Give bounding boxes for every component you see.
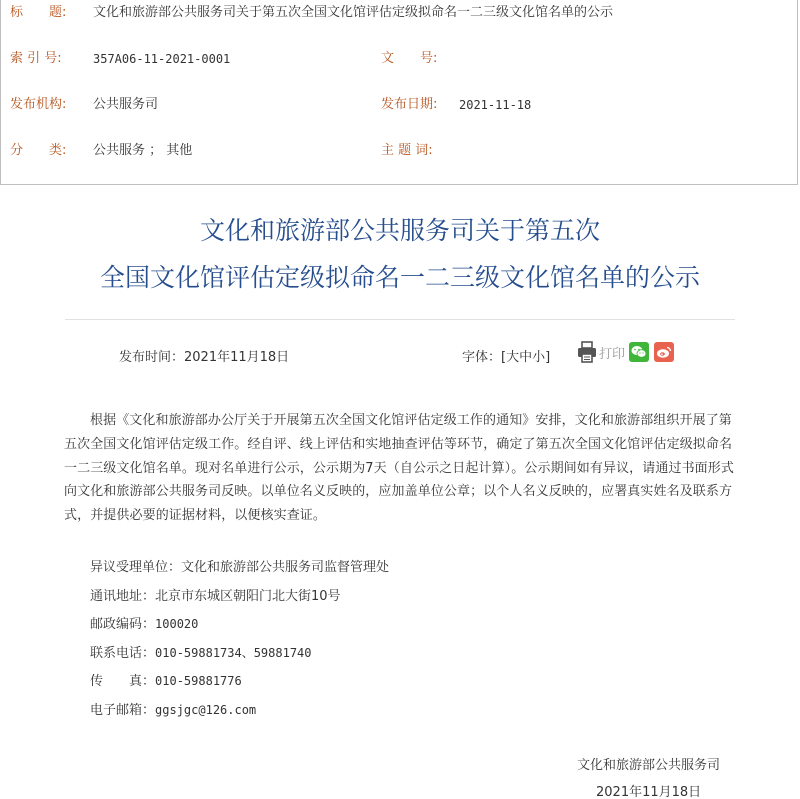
weibo-icon (656, 345, 672, 359)
font-size-medium-link[interactable]: 中 (519, 350, 533, 365)
phone-value: 010-59881734、59881740 (155, 646, 312, 660)
postcode-value: 100020 (155, 617, 199, 631)
meta-value-category: 公共服务 ； 其他 (93, 143, 193, 158)
body-paragraph: 根据《文化和旅游部办公厅关于开展第五次全国文化馆评估定级工作的通知》安排，文化和旅游部组织开展了第五次全国文化馆评估定级工作。经自评、线上评估和实地抽查评估等环节，确定了第五次全国文化馆评估定级拟命名一二三级文化馆名单。现对名单进行公示，公示期为7天（自公示之日起计算）。公示期间如有异议，请通过书面形式向文化和旅游部公共服务司反映。以单位名义反映的，应加盖单位公章；以个人名义反映的，应署真实姓名及联系方式，并提供必要的证据材料，以便核实查证。 (64, 413, 734, 524)
document-meta-box (0, 0, 798, 185)
contact-address: 通讯地址：北京市东城区朝阳门北大街10号 (90, 589, 341, 604)
font-size-switcher (462, 346, 550, 365)
contact-postcode-row (90, 613, 198, 632)
font-size-label: 字体： (462, 350, 502, 365)
phone-label: 联系电话： (90, 646, 156, 661)
print-label[interactable]: 打印 (599, 346, 626, 362)
font-size-small-link[interactable]: 小 (532, 350, 546, 365)
postcode-label: 邮政编码： (90, 617, 156, 632)
meta-label-index: 索 引 号: (10, 51, 62, 66)
font-size-bracket-open: [ (501, 350, 507, 365)
meta-label-category: 分 类: (10, 143, 67, 158)
publish-time: 发布时间：2021年11月18日 (119, 350, 290, 365)
meta-value-date: 2021-11-18 (459, 98, 532, 112)
meta-value-index: 357A06-11-2021-0001 (93, 52, 231, 66)
fax-value: 010-59881776 (155, 674, 242, 688)
fax-label: 传 真： (90, 674, 156, 689)
meta-label-docno: 文 号: (381, 51, 438, 66)
wechat-share-button[interactable] (629, 342, 649, 362)
print-button[interactable] (577, 341, 625, 363)
contact-fax-row (90, 670, 242, 689)
article-title-line1: 文化和旅游部公共服务司关于第五次 (199, 216, 600, 245)
meta-value-title: 文化和旅游部公共服务司关于第五次全国文化馆评估定级拟命名一二三级文化馆名单的公示 (93, 5, 614, 20)
meta-label-title: 标 题: (10, 5, 67, 20)
font-size-large-link[interactable]: 大 (506, 350, 520, 365)
printer-icon[interactable] (577, 341, 597, 363)
title-divider (65, 319, 735, 320)
contact-unit: 异议受理单位：文化和旅游部公共服务司监督管理处 (90, 560, 390, 575)
meta-value-org: 公共服务司 (93, 97, 159, 112)
contact-email-row (90, 699, 256, 718)
weibo-share-button[interactable] (654, 342, 674, 362)
meta-label-org: 发布机构: (10, 97, 67, 112)
meta-label-keywords: 主 题 词: (381, 143, 433, 158)
wechat-icon (631, 345, 647, 359)
email-value[interactable]: ggsjgc@126.com (155, 703, 257, 717)
signature-org: 文化和旅游部公共服务司 (577, 758, 721, 773)
meta-label-date: 发布日期: (381, 97, 438, 112)
article-title-line2: 全国文化馆评估定级拟命名一二三级文化馆名单的公示 (99, 263, 700, 292)
signature-date: 2021年11月18日 (596, 785, 702, 799)
email-label: 电子邮箱： (90, 703, 156, 718)
font-size-bracket-close: ] (545, 350, 551, 365)
contact-phone-row (90, 642, 312, 661)
